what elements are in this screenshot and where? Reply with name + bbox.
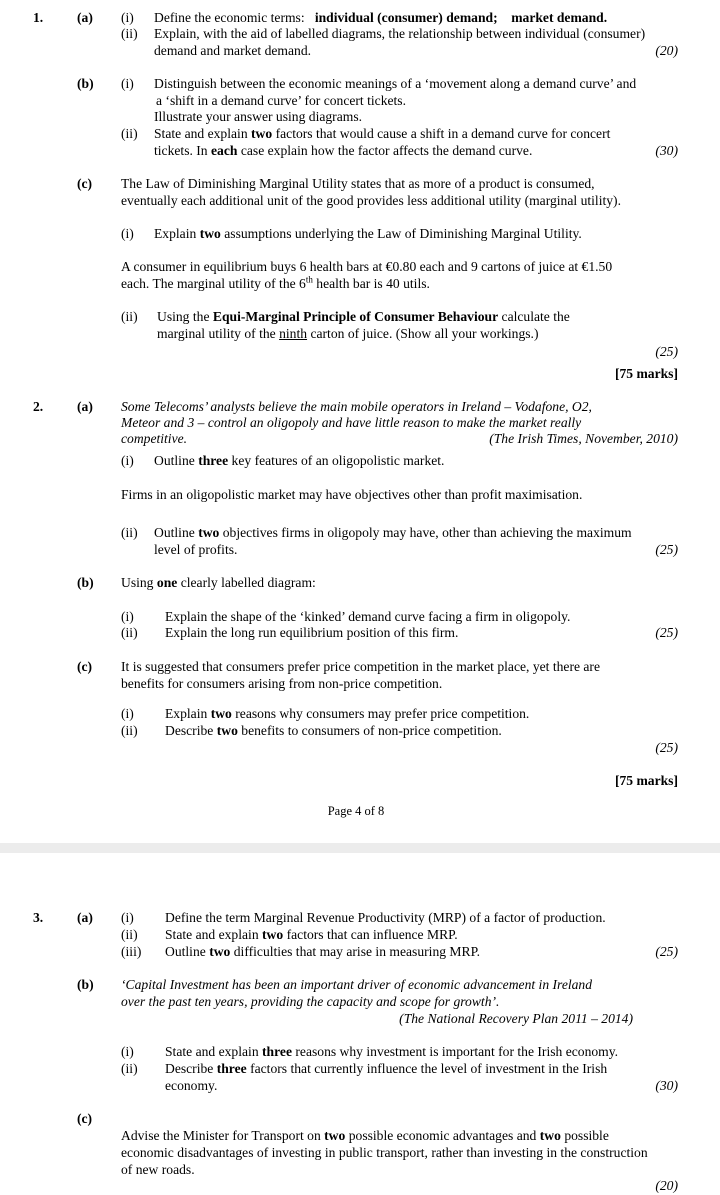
sub-label: (i) [121, 10, 134, 25]
question-text: level of profits. [154, 542, 238, 557]
question-text: State and explain two factors that would cause a shift in a demand curve for concert [154, 126, 611, 141]
question-text: economic disadvantages of investing in public transport, rather than investing in the construction [121, 1145, 648, 1160]
question-text: benefits for consumers arising from non-price competition. [121, 676, 443, 691]
sub-label: (ii) [121, 625, 138, 640]
part-label: (b) [77, 76, 94, 91]
marks: (30) [655, 143, 678, 158]
question-text: Explain the long run equilibrium position of this firm. [165, 625, 459, 640]
sub-label: (i) [121, 76, 134, 91]
marks: (30) [655, 1078, 678, 1093]
page-separator [0, 843, 720, 853]
sub-label: (i) [121, 1044, 134, 1059]
question-text: State and explain two factors that can influence MRP. [165, 927, 458, 942]
sub-label: (iii) [121, 944, 142, 959]
question-text: Advise the Minister for Transport on two possible economic advantages and two possible [121, 1128, 609, 1143]
question-text: each. The marginal utility of the 6th health bar is 40 utils. [121, 274, 430, 291]
question-text: eventually each additional unit of the good provides less additional utility (marginal utility). [121, 193, 621, 208]
question-text: Illustrate your answer using diagrams. [154, 109, 363, 124]
question-text: Distinguish between the economic meanings of a ‘movement along a demand curve’ and [154, 76, 637, 91]
question-text: Firms in an oligopolistic market may have objectives other than profit maximisation. [121, 487, 583, 502]
question-text: Define the term Marginal Revenue Productivity (MRP) of a factor of production. [165, 910, 606, 925]
quote-text: over the past ten years, providing the capacity and scope for growth’. [121, 994, 500, 1009]
question-text: State and explain three reasons why investment is important for the Irish economy. [165, 1044, 619, 1059]
question-number: 3. [33, 910, 44, 925]
sub-label: (i) [121, 226, 134, 241]
quote-text: Some Telecoms’ analysts believe the main mobile operators in Ireland – Vodafone, O2, [121, 399, 592, 414]
marks: (20) [655, 1178, 678, 1193]
quote-source: (The Irish Times, November, 2010) [489, 431, 678, 446]
part-label: (b) [77, 977, 94, 992]
question-text: of new roads. [121, 1162, 195, 1177]
quote-text: ‘Capital Investment has been an important driver of economic advancement in Ireland [121, 977, 593, 992]
sub-label: (ii) [121, 309, 138, 324]
question-text: The Law of Diminishing Marginal Utility states that as more of a product is consumed, [121, 176, 595, 191]
question-text: Outline two difficulties that may arise in measuring MRP. [165, 944, 481, 959]
marks: (25) [655, 344, 678, 359]
marks: (25) [655, 740, 678, 755]
sub-label: (i) [121, 453, 134, 468]
sub-label: (ii) [121, 927, 138, 942]
part-label: (a) [77, 910, 93, 925]
question-text: Outline three key features of an oligopolistic market. [154, 453, 445, 468]
question-text: economy. [165, 1078, 218, 1093]
page-footer: Page 4 of 8 [327, 804, 385, 818]
total-marks: [75 marks] [614, 773, 678, 788]
part-label: (c) [77, 659, 93, 674]
sub-label: (i) [121, 706, 134, 721]
question-text: Explain, with the aid of labelled diagrams, the relationship between individual (consumer) [154, 26, 646, 41]
question-text: Define the economic terms: individual (consumer) demand; market demand. [154, 10, 608, 25]
question-text: demand and market demand. [154, 43, 312, 58]
sub-label: (ii) [121, 1061, 138, 1076]
total-marks: [75 marks] [614, 366, 678, 381]
question-text: tickets. In each case explain how the factor affects the demand curve. [154, 143, 533, 158]
question-text: Using the Equi-Marginal Principle of Consumer Behaviour calculate the [157, 309, 570, 324]
quote-text: Meteor and 3 – control an oligopoly and have little reason to make the market really [121, 415, 582, 430]
quote-text: competitive. [121, 431, 188, 446]
question-text: marginal utility of the ninth carton of juice. (Show all your workings.) [157, 326, 539, 341]
question-text: Describe three factors that currently influence the level of investment in the Irish [165, 1061, 608, 1076]
sub-label: (ii) [121, 126, 138, 141]
question-text: Outline two objectives firms in oligopoly may have, other than achieving the maximum [154, 525, 632, 540]
question-text: a ‘shift in a demand curve’ for concert tickets. [156, 93, 406, 108]
question-text: Using one clearly labelled diagram: [121, 575, 316, 590]
part-label: (b) [77, 575, 94, 590]
question-text: Explain the shape of the ‘kinked’ demand curve facing a firm in oligopoly. [165, 609, 571, 624]
marks: (25) [655, 625, 678, 640]
question-number: 1. [33, 10, 44, 25]
sub-label: (ii) [121, 723, 138, 738]
part-label: (c) [77, 1111, 93, 1126]
question-number: 2. [33, 399, 44, 414]
sub-label: (ii) [121, 26, 138, 41]
sub-label: (ii) [121, 525, 138, 540]
quote-source: (The National Recovery Plan 2011 – 2014) [399, 1011, 633, 1026]
marks: (25) [655, 944, 678, 959]
part-label: (a) [77, 10, 93, 25]
question-text: A consumer in equilibrium buys 6 health bars at €0.80 each and 9 cartons of juice at €1.50 [121, 259, 613, 274]
sub-label: (i) [121, 910, 134, 925]
part-label: (c) [77, 176, 93, 191]
question-text: Explain two reasons why consumers may prefer price competition. [165, 706, 530, 721]
part-label: (a) [77, 399, 93, 414]
question-text: Explain two assumptions underlying the Law of Diminishing Marginal Utility. [154, 226, 582, 241]
marks: (20) [655, 43, 678, 58]
question-text: It is suggested that consumers prefer price competition in the market place, yet there are [121, 659, 600, 674]
marks: (25) [655, 542, 678, 557]
question-text: Describe two benefits to consumers of non-price competition. [165, 723, 502, 738]
sub-label: (i) [121, 609, 134, 624]
